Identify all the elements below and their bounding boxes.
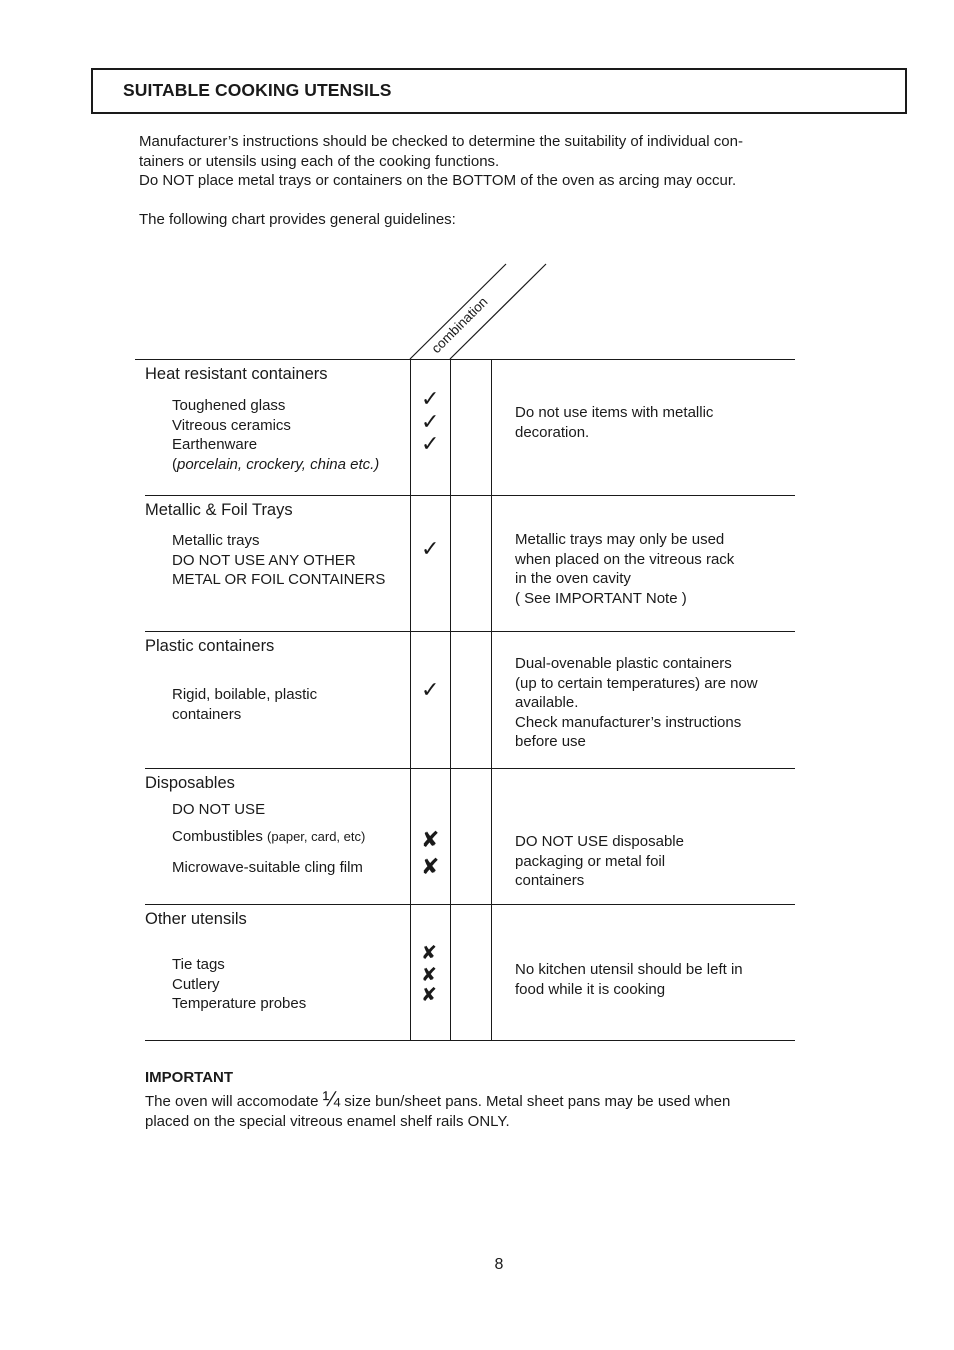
list-item: METAL OR FOIL CONTAINERS <box>172 571 386 588</box>
check-icon: ✓ <box>421 537 440 562</box>
list-item: Metallic trays <box>172 532 260 549</box>
cross-icon: ✘ <box>421 855 440 880</box>
category-title: Metallic & Foil Trays <box>145 501 293 519</box>
table-bottom-rule <box>145 1040 795 1041</box>
cross-icon: ✘ <box>421 942 437 964</box>
important-line-2: placed on the special vitreous enamel shelf rails ONLY. <box>145 1113 510 1130</box>
intro-text <box>139 132 799 229</box>
row-note: DO NOT USE disposable packaging or metal foil containers <box>515 833 684 889</box>
list-item: Tie tags <box>172 956 225 973</box>
category-title: Disposables <box>145 774 235 792</box>
intro-line-2: tainers or utensils using each of the cooking functions. <box>139 152 500 170</box>
item-list <box>172 800 365 878</box>
item-list <box>172 531 385 590</box>
list-item: Vitreous ceramics <box>172 416 291 434</box>
page-number: 8 <box>494 1256 504 1273</box>
list-item: Rigid, boilable, plastic <box>172 686 318 703</box>
cross-icon: ✘ <box>421 984 437 1006</box>
table-row-disposables <box>145 769 795 904</box>
list-item: DO NOT USE ANY OTHER <box>172 551 356 569</box>
list-item-small: (paper, card, etc) <box>267 828 366 844</box>
list-item: Temperature probes <box>172 995 307 1012</box>
important-line-1: The oven will accomodate ¼ size bun/sheet pans. Metal sheet pans may be used when <box>145 1088 731 1111</box>
list-item: Microwave-suitable cling film <box>172 859 363 876</box>
category-title: Heat resistant containers <box>145 365 328 383</box>
item-list <box>172 396 379 474</box>
list-item: Earthenware <box>172 436 258 453</box>
row-note: Dual-ovenable plastic containers (up to certain temperatures) are now available. Check manufacturer’s instructions before use <box>515 655 758 750</box>
list-item-note-italic: porcelain, crockery, china etc.) <box>177 455 380 473</box>
check-icon: ✓ <box>421 432 440 457</box>
table-row-other-utensils <box>145 905 795 1040</box>
list-item: containers <box>172 705 242 723</box>
row-note: Do not use items with metallic decoration. <box>515 404 714 441</box>
category-title: Plastic containers <box>145 637 275 655</box>
table-row-metallic-foil <box>145 496 795 631</box>
check-icon: ✓ <box>421 410 440 435</box>
list-item: DO NOT USE <box>172 801 266 818</box>
page-title: SUITABLE COOKING UTENSILS <box>123 80 392 100</box>
item-list <box>172 685 317 724</box>
category-title: Other utensils <box>145 910 247 928</box>
cross-icon: ✘ <box>421 964 437 986</box>
check-icon: ✓ <box>421 678 440 703</box>
intro-line-4: The following chart provides general guidelines: <box>139 210 456 228</box>
column-header-combination: combination <box>428 294 491 357</box>
important-heading: IMPORTANT <box>145 1069 234 1086</box>
intro-line-3: Do NOT place metal trays or containers on the BOTTOM of the oven as arcing may occur. <box>139 172 737 189</box>
table-row-heat-resistant <box>145 360 795 495</box>
section-title-box <box>91 68 907 114</box>
check-icon: ✓ <box>421 387 440 412</box>
important-note <box>145 1068 795 1132</box>
intro-line-1: Manufacturer’s instructions should be checked to determine the suitability of individual con- <box>139 133 743 150</box>
cross-icon: ✘ <box>421 828 440 853</box>
list-item: Cutlery <box>172 975 220 993</box>
list-item: Combustibles (paper, card, etc) <box>172 827 366 845</box>
table-row-plastic <box>145 632 795 768</box>
list-item: Toughened glass <box>172 397 286 414</box>
item-list <box>172 955 306 1014</box>
row-note: No kitchen utensil should be left in food while it is cooking <box>515 961 743 998</box>
row-note: Metallic trays may only be used when placed on the vitreous rack in the oven cavity ( See IMPORTANT Note ) <box>515 531 735 607</box>
fraction-quarter: ¼ <box>322 1088 341 1111</box>
list-item-note: (porcelain, crockery, china etc.) <box>172 455 380 473</box>
column-header-graphic <box>400 258 560 362</box>
